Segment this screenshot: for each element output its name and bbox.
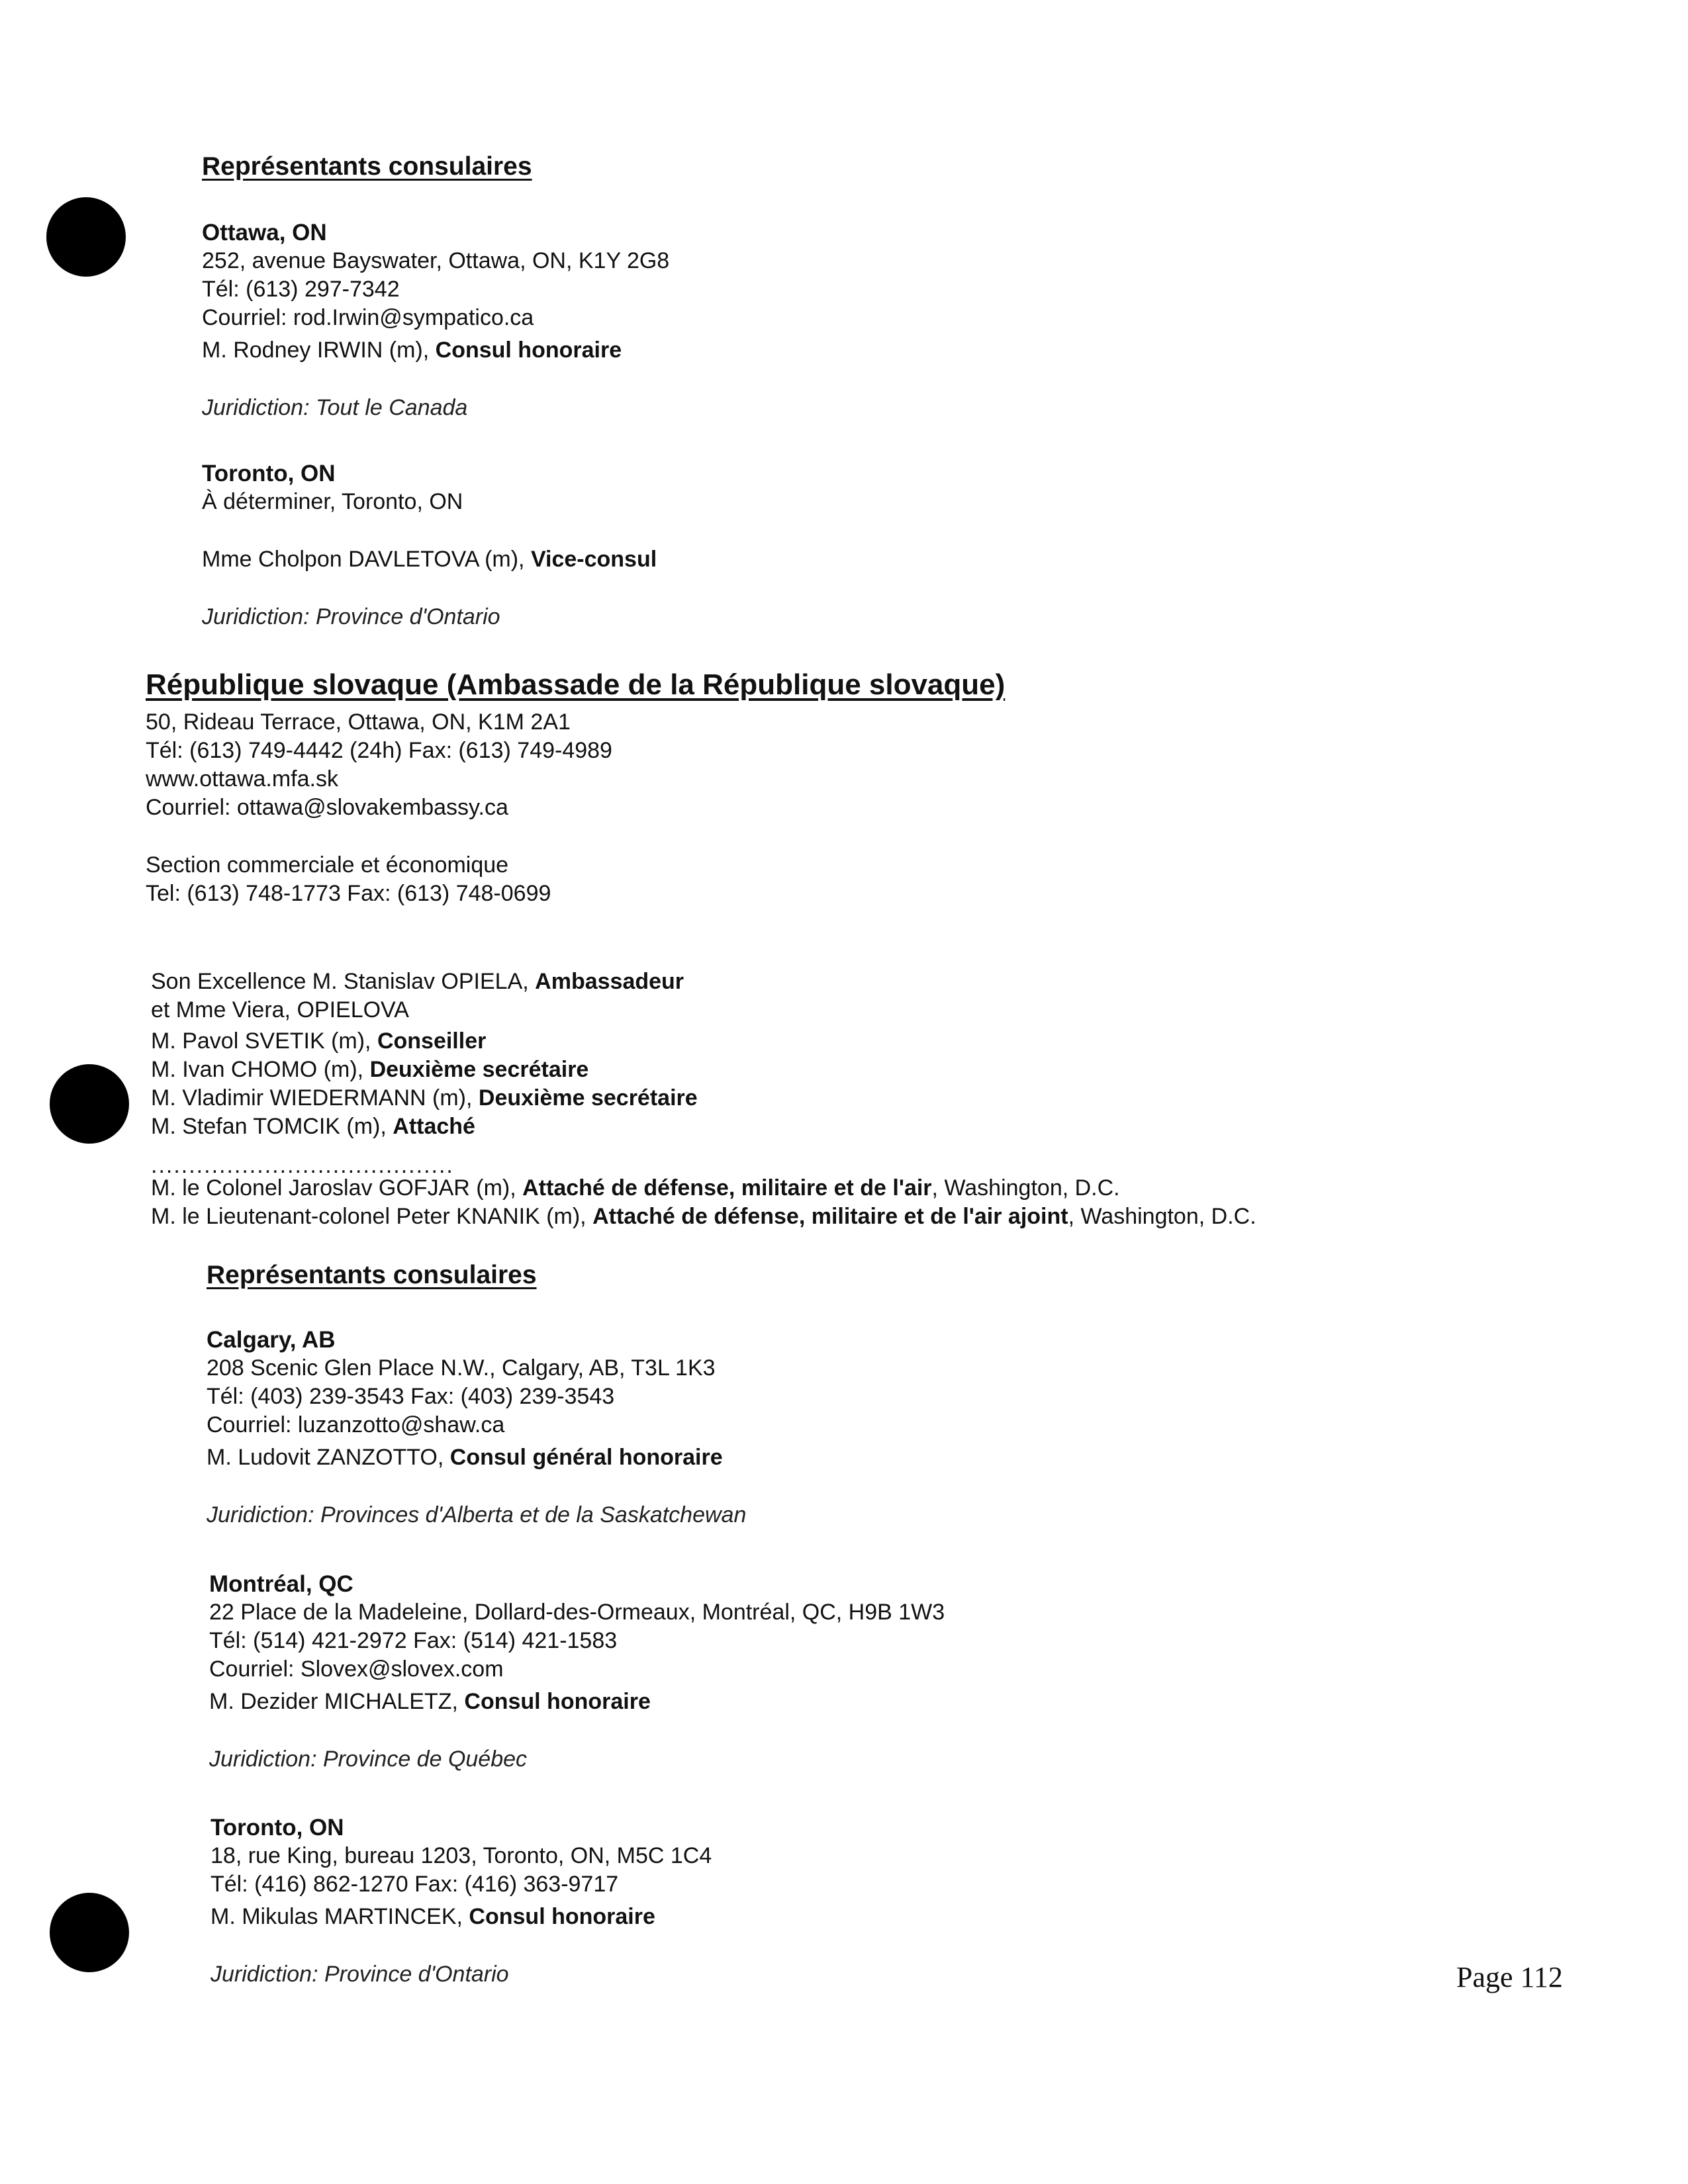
staff-line xyxy=(151,1113,1256,1141)
person-title: Vice-consul xyxy=(530,547,657,572)
embassy-telephone: Tél: (613) 749-4442 (24h) Fax: (613) 749-4989 xyxy=(146,738,612,763)
attache-title: Attaché de défense, militaire et de l'air ajoint xyxy=(592,1204,1068,1229)
consular-heading-top: Représentants consulaires xyxy=(202,152,532,181)
telephone: Tél: (403) 239-3543 Fax: (403) 239-3543 xyxy=(207,1384,615,1409)
commercial-section-label: Section commerciale et économique xyxy=(146,852,509,878)
email: Courriel: rod.Irwin@sympatico.ca xyxy=(202,305,534,330)
embassy-heading: République slovaque (Ambassade de la République slovaque) xyxy=(146,668,1006,701)
telephone: Tél: (613) 297-7342 xyxy=(202,277,400,302)
attache-title: Attaché de défense, militaire et de l'air xyxy=(522,1175,932,1201)
telephone: Tél: (514) 421-2972 Fax: (514) 421-1583 xyxy=(209,1628,618,1653)
address: 18, rue King, bureau 1203, Toronto, ON, M5C 1C4 xyxy=(211,1843,712,1868)
staff-line xyxy=(151,1084,1256,1113)
punch-hole-top xyxy=(46,197,126,277)
staff-line xyxy=(151,1027,1256,1056)
consulate-calgary xyxy=(207,1326,746,1529)
staff-name: M. Ivan CHOMO (m), xyxy=(151,1057,370,1082)
city-name: Ottawa, ON xyxy=(202,220,327,246)
commercial-section-telephone: Tel: (613) 748-1773 Fax: (613) 748-0699 xyxy=(146,881,551,906)
attache-name: M. le Colonel Jaroslav GOFJAR (m), xyxy=(151,1175,523,1201)
person-name: Mme Cholpon DAVLETOVA (m), xyxy=(202,547,531,572)
attache-line xyxy=(151,1174,1256,1203)
city-name: Calgary, AB xyxy=(207,1327,336,1353)
staff-name: et Mme Viera, OPIELOVA xyxy=(151,997,409,1023)
embassy-staff-list xyxy=(151,968,1256,1231)
staff-name: M. Vladimir WIEDERMANN (m), xyxy=(151,1085,479,1111)
consul-line xyxy=(202,545,657,574)
jurisdiction: Juridiction: Provinces d'Alberta et de la Saskatchewan xyxy=(207,1502,747,1527)
jurisdiction: Juridiction: Tout le Canada xyxy=(202,395,468,420)
person-name: M. Rodney IRWIN (m), xyxy=(202,338,436,363)
staff-title: Deuxième secrétaire xyxy=(478,1085,698,1111)
punch-hole-bottom xyxy=(50,1893,129,1972)
staff-name: M. Stefan TOMCIK (m), xyxy=(151,1114,393,1139)
jurisdiction: Juridiction: Province d'Ontario xyxy=(202,604,500,629)
punch-hole-middle xyxy=(50,1064,129,1144)
consulate-toronto-bottom xyxy=(211,1813,712,1989)
attache-location: , Washington, D.C. xyxy=(931,1175,1120,1201)
staff-title: Ambassadeur xyxy=(535,969,684,994)
email: Courriel: Slovex@slovex.com xyxy=(209,1657,504,1682)
staff-name: M. Pavol SVETIK (m), xyxy=(151,1028,377,1054)
city-name: Toronto, ON xyxy=(202,461,336,486)
address: 22 Place de la Madeleine, Dollard-des-Ormeaux, Montréal, QC, H9B 1W3 xyxy=(209,1600,945,1625)
consulate-toronto-top xyxy=(202,459,657,631)
telephone: Tél: (416) 862-1270 Fax: (416) 363-9717 xyxy=(211,1872,619,1897)
consul-line xyxy=(202,336,669,365)
person-name: M. Ludovit ZANZOTTO, xyxy=(207,1445,450,1470)
person-name: M. Dezider MICHALETZ, xyxy=(209,1689,465,1714)
staff-title: Deuxième secrétaire xyxy=(369,1057,589,1082)
person-title: Consul honoraire xyxy=(469,1904,655,1929)
consular-heading-bottom: Représentants consulaires xyxy=(207,1261,537,1289)
person-name: M. Mikulas MARTINCEK, xyxy=(211,1904,469,1929)
attache-name: M. le Lieutenant-colonel Peter KNANIK (m), xyxy=(151,1204,593,1229)
address: À déterminer, Toronto, ON xyxy=(202,489,463,514)
city-name: Montréal, QC xyxy=(209,1571,353,1597)
embassy-contact xyxy=(146,708,612,908)
consul-line xyxy=(209,1688,945,1716)
jurisdiction: Juridiction: Province d'Ontario xyxy=(211,1962,509,1987)
staff-line xyxy=(151,1056,1256,1084)
staff-name: Son Excellence M. Stanislav OPIELA, xyxy=(151,969,536,994)
embassy-address: 50, Rideau Terrace, Ottawa, ON, K1M 2A1 xyxy=(146,709,571,735)
jurisdiction: Juridiction: Province de Québec xyxy=(209,1747,528,1772)
staff-title: Attaché xyxy=(393,1114,475,1139)
person-title: Consul général honoraire xyxy=(449,1445,723,1470)
person-title: Consul honoraire xyxy=(464,1689,651,1714)
staff-title: Conseiller xyxy=(377,1028,487,1054)
email: Courriel: luzanzotto@shaw.ca xyxy=(207,1412,505,1437)
separator-dots: ........................................ xyxy=(151,1153,454,1178)
embassy-website: www.ottawa.mfa.sk xyxy=(146,766,338,792)
attache-line xyxy=(151,1203,1256,1231)
address: 252, avenue Bayswater, Ottawa, ON, K1Y 2G8 xyxy=(202,248,670,273)
attache-location: , Washington, D.C. xyxy=(1068,1204,1256,1229)
consulate-montreal xyxy=(209,1570,945,1774)
staff-line xyxy=(151,968,1256,996)
consulate-ottawa xyxy=(202,218,669,422)
embassy-email: Courriel: ottawa@slovakembassy.ca xyxy=(146,795,508,820)
staff-line xyxy=(151,996,1256,1024)
city-name: Toronto, ON xyxy=(211,1815,344,1841)
address: 208 Scenic Glen Place N.W., Calgary, AB, T3L 1K3 xyxy=(207,1355,716,1381)
person-title: Consul honoraire xyxy=(435,338,622,363)
consul-line xyxy=(211,1903,712,1931)
page-number: Page 112 xyxy=(1456,1961,1563,1993)
consul-line xyxy=(207,1443,746,1472)
